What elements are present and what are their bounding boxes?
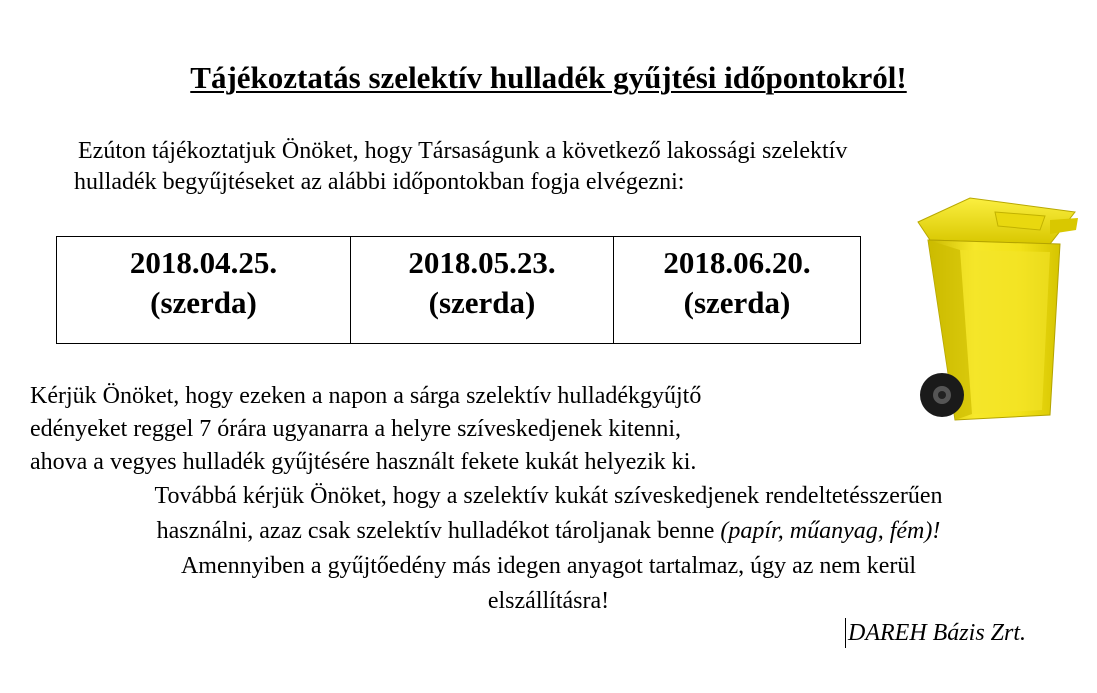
- usage-line-4: elszállításra!: [487, 588, 610, 614]
- intro-paragraph: [74, 136, 1054, 198]
- date-weekday: (szerda): [428, 285, 536, 320]
- date-weekday: (szerda): [150, 285, 257, 320]
- dates-table: [56, 236, 861, 344]
- usage-line-1: Továbbá kérjük Önöket, hogy a szelektív kukát szíveskedjenek rendeltetésszerűen: [154, 483, 943, 509]
- material-list: (papír, műanyag, fém)!: [720, 518, 941, 544]
- yellow-wheelie-bin-icon: [900, 190, 1085, 435]
- date-value: 2018.05.23.: [408, 245, 556, 280]
- date-value: 2018.06.20.: [663, 245, 811, 280]
- usage-line-2-text: használni, azaz csak szelektív hulladékot tároljanak benne: [156, 518, 721, 544]
- usage-line-3: Amennyiben a gyűjtőedény más idegen anyagot tartalmaz, úgy az nem kerül: [180, 553, 917, 579]
- instruction-line-1: Kérjük Önöket, hogy ezeken a napon a sárga szelektív hulladékgyűjtő: [30, 383, 702, 409]
- instruction-line-3: ahova a vegyes hulladék gyűjtésére használt fekete kukát helyezik ki.: [30, 449, 697, 475]
- date-cell-1: [57, 237, 351, 343]
- signature: DAREH Bázis Zrt.: [845, 618, 1026, 648]
- date-value: 2018.04.25.: [129, 245, 278, 280]
- instruction-line-2: edényeket reggel 7 órára ugyanarra a helyre szíveskedjenek kitenni,: [30, 416, 682, 442]
- date-weekday: (szerda): [683, 285, 791, 320]
- usage-paragraph: [0, 479, 1097, 619]
- intro-line-2: hulladék begyűjtéseket az alábbi időpontokban fogja elvégezni:: [74, 169, 685, 195]
- instruction-paragraph: [30, 380, 890, 479]
- page-title: Tájékoztatás szelektív hulladék gyűjtési időpontokról!: [190, 60, 907, 95]
- intro-line-1: Ezúton tájékoztatjuk Önöket, hogy Társaságunk a következő lakossági szelektív: [78, 138, 848, 164]
- date-cell-2: [351, 237, 614, 343]
- usage-line-2: [0, 514, 1097, 549]
- date-cell-3: [614, 237, 860, 343]
